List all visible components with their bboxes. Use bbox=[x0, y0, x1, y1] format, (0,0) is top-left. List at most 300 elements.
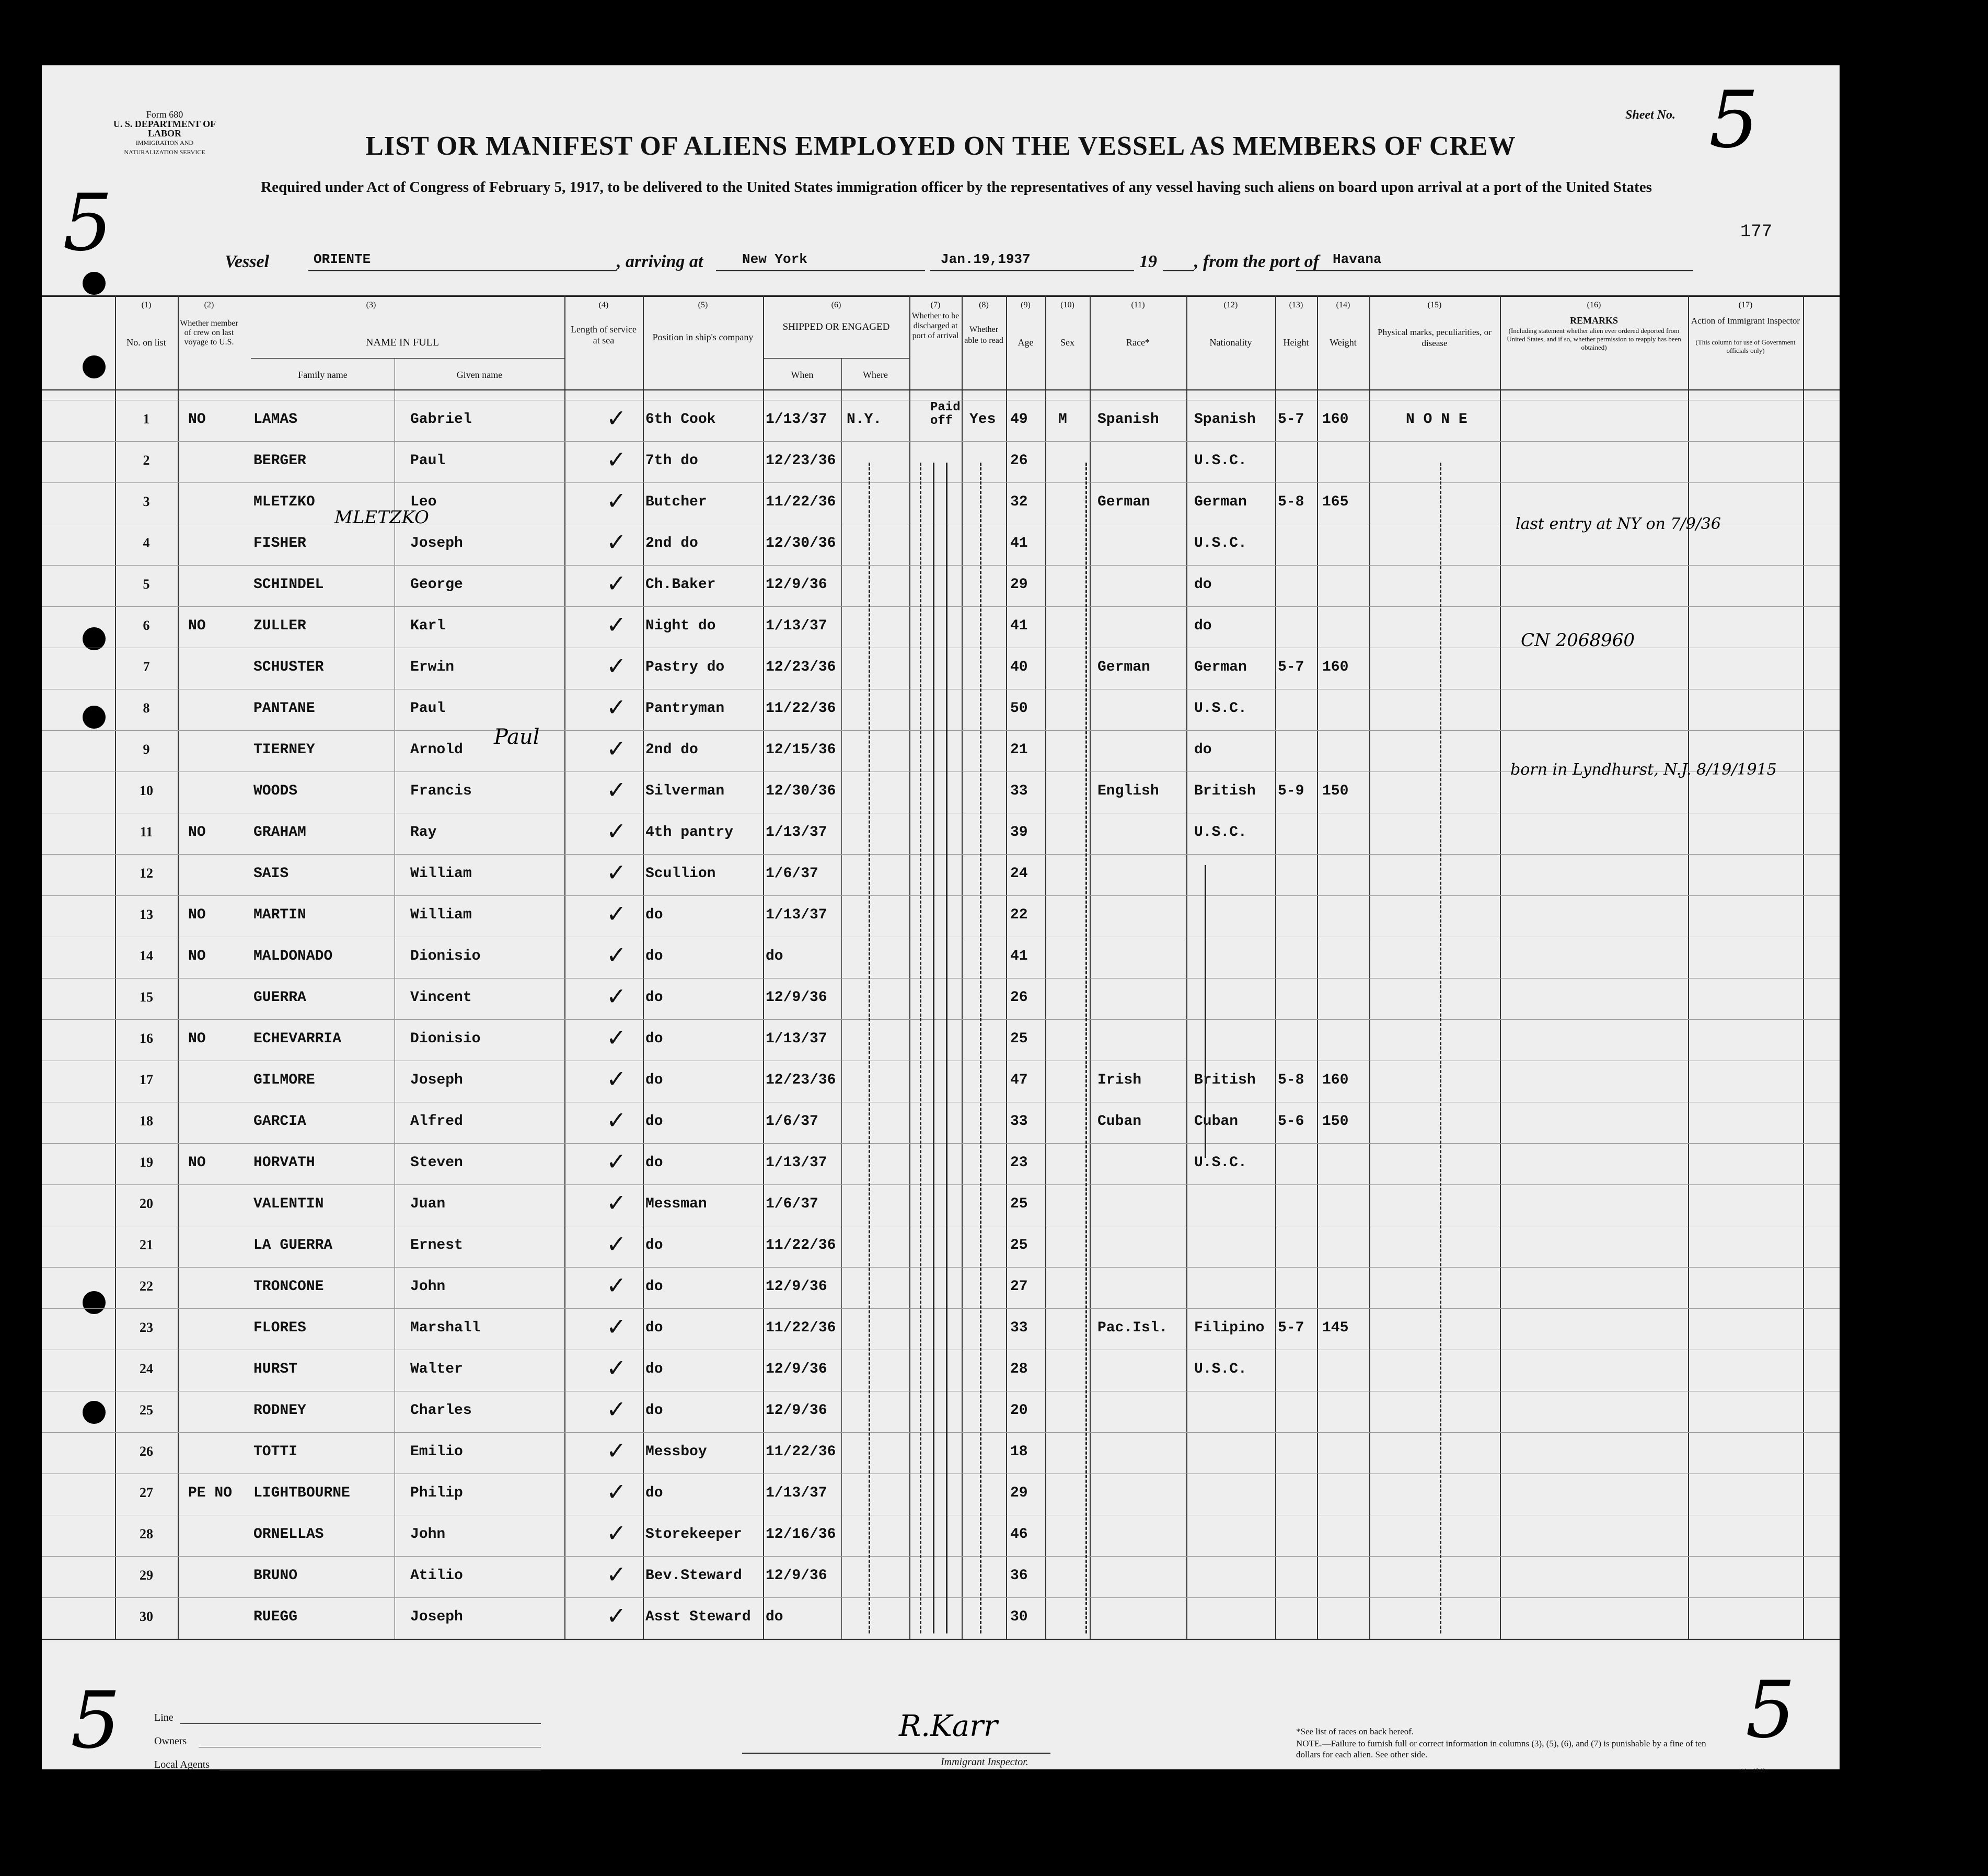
cell-age: 33 bbox=[1010, 1320, 1028, 1336]
cell-no: 15 bbox=[140, 989, 153, 1005]
cell-age: 21 bbox=[1010, 742, 1028, 758]
arriving-port: New York bbox=[742, 251, 807, 267]
cell-when: 11/22/36 bbox=[766, 1444, 836, 1460]
cell-nat: Filipino bbox=[1194, 1320, 1265, 1336]
table-row bbox=[42, 1515, 1840, 1556]
cell-age: 49 bbox=[1010, 411, 1028, 428]
check-mark-icon: ✓ bbox=[606, 1354, 627, 1382]
cell-no: 27 bbox=[140, 1485, 153, 1500]
cell-position: do bbox=[645, 1402, 663, 1419]
cell-age: 26 bbox=[1010, 989, 1028, 1006]
cell-position: do bbox=[645, 989, 663, 1006]
cell-age: 18 bbox=[1010, 1444, 1028, 1460]
table-row bbox=[42, 1474, 1840, 1515]
table-row bbox=[42, 648, 1840, 689]
cell-position: do bbox=[645, 1361, 663, 1377]
col-header-read: Whether able to read bbox=[964, 325, 1003, 345]
cell-last: NO bbox=[188, 824, 206, 841]
col-header-age: Age bbox=[1018, 337, 1034, 348]
cell-race: German bbox=[1097, 494, 1150, 510]
cell-age: 36 bbox=[1010, 1568, 1028, 1584]
check-mark-icon: ✓ bbox=[606, 1189, 627, 1217]
cell-no: 3 bbox=[143, 494, 150, 509]
cell-nat: German bbox=[1194, 494, 1247, 510]
cell-when: 11/22/36 bbox=[766, 1320, 836, 1336]
cell-given: Arnold bbox=[410, 742, 463, 758]
table-row bbox=[42, 854, 1840, 895]
cell-last: NO bbox=[188, 618, 206, 634]
table-row bbox=[42, 689, 1840, 730]
cell-no: 25 bbox=[140, 1402, 153, 1418]
check-mark-icon: ✓ bbox=[606, 1065, 627, 1093]
cell-given: Francis bbox=[410, 783, 472, 799]
cell-no: 1 bbox=[143, 411, 150, 427]
arriving-label: , arriving at bbox=[617, 252, 703, 271]
table-row bbox=[42, 813, 1840, 854]
col-num: (10) bbox=[1060, 301, 1074, 309]
ditto-line bbox=[1205, 865, 1206, 1158]
cell-when: 12/9/36 bbox=[766, 577, 827, 593]
cell-when: 1/13/37 bbox=[766, 618, 827, 634]
cell-family: HORVATH bbox=[253, 1155, 315, 1171]
cell-when: 1/6/37 bbox=[766, 1196, 818, 1212]
cell-position: 7th do bbox=[645, 453, 698, 469]
cell-age: 41 bbox=[1010, 948, 1028, 964]
cell-nat: do bbox=[1194, 577, 1212, 593]
cell-when: do bbox=[766, 948, 783, 964]
cell-when: 1/6/37 bbox=[766, 866, 818, 882]
cell-when: 12/23/36 bbox=[766, 659, 836, 675]
cell-position: Asst Steward bbox=[645, 1609, 751, 1625]
cell-no: 4 bbox=[143, 535, 150, 550]
col-header-given: Given name bbox=[456, 370, 503, 380]
cell-family: MLETZKO bbox=[253, 494, 315, 510]
service: IMMIGRATION AND NATURALIZATION SERVICE bbox=[124, 139, 205, 156]
check-mark-icon: ✓ bbox=[606, 569, 627, 597]
cell-age: 22 bbox=[1010, 907, 1028, 923]
cell-position: Bev.Steward bbox=[645, 1568, 742, 1584]
races-note: *See list of races on back hereof. bbox=[1296, 1727, 1414, 1736]
col-num: (14) bbox=[1336, 301, 1350, 309]
cell-read: Yes bbox=[969, 411, 996, 428]
cell-no: 2 bbox=[143, 453, 150, 468]
cell-given: Steven bbox=[410, 1155, 463, 1171]
cell-position: do bbox=[645, 1279, 663, 1295]
cell-family: FLORES bbox=[253, 1320, 306, 1336]
table-row bbox=[42, 1597, 1840, 1639]
cell-height: 5-6 bbox=[1278, 1113, 1304, 1130]
cell-position: do bbox=[645, 1031, 663, 1047]
col-num: (11) bbox=[1131, 301, 1145, 309]
check-mark-icon: ✓ bbox=[606, 1147, 627, 1176]
col-num: (6) bbox=[831, 301, 841, 309]
cell-weight: 160 bbox=[1322, 1072, 1349, 1088]
cell-no: 19 bbox=[140, 1155, 153, 1170]
cell-when: 1/13/37 bbox=[766, 824, 827, 841]
ditto-dashes bbox=[1085, 463, 1087, 1633]
check-mark-icon: ✓ bbox=[606, 817, 627, 845]
cell-family: RODNEY bbox=[253, 1402, 306, 1419]
cell-given: Karl bbox=[410, 618, 446, 634]
cell-when: 12/9/36 bbox=[766, 1361, 827, 1377]
col-header-race: Race* bbox=[1126, 337, 1150, 348]
cell-no: 26 bbox=[140, 1444, 153, 1459]
cell-position: Butcher bbox=[645, 494, 707, 510]
cell-family: SCHUSTER bbox=[253, 659, 324, 675]
cell-height: 5-7 bbox=[1278, 1320, 1304, 1336]
col-header-sex: Sex bbox=[1060, 337, 1074, 348]
cell-race: German bbox=[1097, 659, 1150, 675]
margin-number: 5 bbox=[71, 1675, 121, 1766]
cell-last: NO bbox=[188, 1031, 206, 1047]
cell-no: 13 bbox=[140, 907, 153, 922]
owners-label: Owners bbox=[154, 1735, 187, 1747]
underline bbox=[930, 270, 1134, 271]
cell-no: 5 bbox=[143, 577, 150, 592]
check-mark-icon: ✓ bbox=[606, 528, 627, 556]
cell-age: 30 bbox=[1010, 1609, 1028, 1625]
inspector-label: Immigrant Inspector. bbox=[941, 1756, 1028, 1768]
year-label: 19 bbox=[1139, 252, 1157, 271]
table-row bbox=[42, 978, 1840, 1019]
cell-no: 6 bbox=[143, 618, 150, 633]
col-header-position: Position in ship's company bbox=[652, 332, 754, 342]
cell-given: Charles bbox=[410, 1402, 472, 1419]
cell-no: 10 bbox=[140, 783, 153, 798]
col-num: (4) bbox=[598, 301, 609, 309]
cell-given: Vincent bbox=[410, 989, 472, 1006]
cell-no: 20 bbox=[140, 1196, 153, 1211]
cell-when: 11/22/36 bbox=[766, 1237, 836, 1253]
cell-no: 29 bbox=[140, 1568, 153, 1583]
table-row bbox=[42, 1308, 1840, 1350]
col-num: (1) bbox=[141, 301, 152, 309]
cell-family: LIGHTBOURNE bbox=[253, 1485, 350, 1501]
cell-given: John bbox=[410, 1279, 446, 1295]
cell-when: 12/9/36 bbox=[766, 1568, 827, 1584]
cell-given: Philip bbox=[410, 1485, 463, 1501]
cell-when: 12/23/36 bbox=[766, 1072, 836, 1088]
cell-when: 12/15/36 bbox=[766, 742, 836, 758]
cell-age: 26 bbox=[1010, 453, 1028, 469]
col-num: (8) bbox=[979, 301, 989, 309]
check-mark-icon: ✓ bbox=[606, 941, 627, 969]
cell-disch: Paid off bbox=[930, 400, 961, 428]
cell-when: 1/13/37 bbox=[766, 411, 827, 428]
col-header-shipped: SHIPPED OR ENGAGED bbox=[782, 321, 890, 332]
cell-age: 25 bbox=[1010, 1196, 1028, 1212]
cell-height: 5-7 bbox=[1278, 411, 1304, 428]
cell-when: do bbox=[766, 1609, 783, 1625]
cell-age: 20 bbox=[1010, 1402, 1028, 1419]
from-port: Havana bbox=[1333, 251, 1382, 267]
cell-weight: 150 bbox=[1322, 783, 1349, 799]
cell-position: Pastry do bbox=[645, 659, 725, 675]
cell-height: 5-9 bbox=[1278, 783, 1304, 799]
cell-height: 5-8 bbox=[1278, 494, 1304, 510]
cell-given: Dionisio bbox=[410, 1031, 481, 1047]
cell-weight: 160 bbox=[1322, 411, 1349, 428]
cell-when: 1/6/37 bbox=[766, 1113, 818, 1130]
col-header-inspector: Action of Immigrant Inspector bbox=[1691, 316, 1800, 326]
cell-position: do bbox=[645, 1072, 663, 1088]
cell-no: 18 bbox=[140, 1113, 153, 1129]
cell-given: Erwin bbox=[410, 659, 455, 675]
col-header-marks: Physical marks, peculiarities, or disease bbox=[1378, 327, 1492, 348]
cell-family: WOODS bbox=[253, 783, 298, 799]
handwritten-correction: MLETZKO bbox=[334, 507, 429, 528]
print-code: 14—1340 bbox=[1740, 1767, 1765, 1774]
cell-race: English bbox=[1097, 783, 1159, 799]
shipped-subrule bbox=[763, 358, 909, 359]
table-row bbox=[42, 1102, 1840, 1143]
cell-position: 4th pantry bbox=[645, 824, 734, 841]
cell-given: Gabriel bbox=[410, 411, 472, 428]
col-num: (2) bbox=[204, 301, 214, 309]
cell-age: 29 bbox=[1010, 577, 1028, 593]
cell-position: do bbox=[645, 948, 663, 964]
cell-no: 24 bbox=[140, 1361, 153, 1376]
col-num: (12) bbox=[1223, 301, 1238, 309]
col-num: (15) bbox=[1427, 301, 1442, 309]
sheet-number: 5 bbox=[1709, 75, 1759, 166]
cell-position: Scullion bbox=[645, 866, 716, 882]
margin-number: 5 bbox=[1746, 1665, 1796, 1756]
cell-position: 6th Cook bbox=[645, 411, 716, 428]
table-row bbox=[42, 400, 1840, 441]
ditto-dashes bbox=[1440, 463, 1441, 1633]
cell-last: PE NO bbox=[188, 1485, 233, 1501]
cell-given: Atilio bbox=[410, 1568, 463, 1584]
col-num: (9) bbox=[1021, 301, 1031, 309]
cell-given: Joseph bbox=[410, 535, 463, 551]
cell-position: Ch.Baker bbox=[645, 577, 716, 593]
cell-given: Paul bbox=[410, 700, 446, 717]
cell-family: TOTTI bbox=[253, 1444, 298, 1460]
check-mark-icon: ✓ bbox=[606, 404, 627, 432]
cell-family: HURST bbox=[253, 1361, 298, 1377]
cell-no: 7 bbox=[143, 659, 150, 674]
cell-last: NO bbox=[188, 948, 206, 964]
cell-weight: 160 bbox=[1322, 659, 1349, 675]
col-header-discharged: Whether to be discharged at port of arrival bbox=[911, 312, 960, 340]
cell-last: NO bbox=[188, 1155, 206, 1171]
cell-when: 12/9/36 bbox=[766, 1402, 827, 1419]
cell-family: TRONCONE bbox=[253, 1279, 324, 1295]
cell-family: BERGER bbox=[253, 453, 306, 469]
cell-age: 28 bbox=[1010, 1361, 1028, 1377]
cell-family: BRUNO bbox=[253, 1568, 298, 1584]
from-label: , from the port of bbox=[1194, 252, 1319, 271]
cell-family: VALENTIN bbox=[253, 1196, 324, 1212]
col-header-service: Length of service at sea bbox=[571, 324, 637, 346]
cell-given: Joseph bbox=[410, 1609, 463, 1625]
cell-given: Walter bbox=[410, 1361, 463, 1377]
table-row bbox=[42, 1556, 1840, 1597]
cell-family: ECHEVARRIA bbox=[253, 1031, 342, 1047]
handwritten-correction: Paul bbox=[494, 725, 540, 749]
cell-last: NO bbox=[188, 411, 206, 428]
vessel-label: Vessel bbox=[225, 252, 269, 271]
cell-position: Silverman bbox=[645, 783, 725, 799]
cell-nat: Spanish bbox=[1194, 411, 1256, 428]
handwritten-remark: born in Lyndhurst, N.J. 8/19/1915 bbox=[1510, 761, 1777, 779]
cell-age: 33 bbox=[1010, 783, 1028, 799]
cell-position: do bbox=[645, 1485, 663, 1501]
check-mark-icon: ✓ bbox=[606, 858, 627, 887]
cell-position: 2nd do bbox=[645, 742, 698, 758]
cell-when: 12/23/36 bbox=[766, 453, 836, 469]
check-mark-icon: ✓ bbox=[606, 734, 627, 763]
manifest-sheet bbox=[42, 65, 1840, 1774]
ditto-dashes bbox=[920, 463, 921, 1633]
cell-no: 21 bbox=[140, 1237, 153, 1252]
underline bbox=[716, 270, 925, 271]
cell-family: SCHINDEL bbox=[253, 577, 324, 593]
cell-weight: 150 bbox=[1322, 1113, 1349, 1130]
check-mark-icon: ✓ bbox=[606, 693, 627, 721]
cell-given: Ernest bbox=[410, 1237, 463, 1253]
inspector-note: (This column for use of Government officials only) bbox=[1695, 338, 1796, 354]
col-num: (17) bbox=[1738, 301, 1753, 309]
cell-no: 17 bbox=[140, 1072, 153, 1087]
ditto-line bbox=[933, 463, 934, 1633]
underline bbox=[219, 1770, 541, 1771]
cell-position: do bbox=[645, 1155, 663, 1171]
handwritten-remark: CN 2068960 bbox=[1521, 630, 1635, 651]
cell-last: NO bbox=[188, 907, 206, 923]
binder-hole bbox=[83, 272, 106, 295]
cell-family: ZULLER bbox=[253, 618, 306, 634]
check-mark-icon: ✓ bbox=[606, 1519, 627, 1547]
check-mark-icon: ✓ bbox=[606, 1230, 627, 1258]
cell-given: John bbox=[410, 1526, 446, 1543]
cell-no: 11 bbox=[140, 824, 153, 839]
cell-age: 33 bbox=[1010, 1113, 1028, 1130]
cell-when: 1/13/37 bbox=[766, 1485, 827, 1501]
check-mark-icon: ✓ bbox=[606, 445, 627, 474]
cell-age: 40 bbox=[1010, 659, 1028, 675]
cell-family: GARCIA bbox=[253, 1113, 306, 1130]
cell-family: SAIS bbox=[253, 866, 289, 882]
col-header-last-voyage: Whether member of crew on last voyage to U.S. bbox=[180, 319, 238, 347]
cell-race: Pac.Isl. bbox=[1097, 1320, 1168, 1336]
table-row bbox=[42, 1391, 1840, 1432]
table-row bbox=[42, 1019, 1840, 1061]
check-mark-icon: ✓ bbox=[606, 1313, 627, 1341]
cell-nat: British bbox=[1194, 1072, 1256, 1088]
cell-when: 1/13/37 bbox=[766, 1155, 827, 1171]
form-number: Form 680 bbox=[146, 109, 183, 120]
cell-family: MALDONADO bbox=[253, 948, 333, 964]
underline bbox=[180, 1723, 541, 1724]
form-title: LIST OR MANIFEST OF ALIENS EMPLOYED ON THE VESSEL AS MEMBERS OF CREW bbox=[365, 131, 1516, 161]
underline bbox=[308, 270, 617, 271]
cell-position: Messboy bbox=[645, 1444, 707, 1460]
cell-given: William bbox=[410, 907, 472, 923]
underline bbox=[1163, 270, 1194, 271]
table-row bbox=[42, 1350, 1840, 1391]
cell-family: RUEGG bbox=[253, 1609, 298, 1625]
cell-given: Dionisio bbox=[410, 948, 481, 964]
col-num: (16) bbox=[1587, 301, 1601, 309]
cell-age: 32 bbox=[1010, 494, 1028, 510]
cell-sex: M bbox=[1058, 411, 1067, 428]
cell-weight: 145 bbox=[1322, 1320, 1349, 1336]
cell-nat: U.S.C. bbox=[1194, 700, 1247, 717]
table-row bbox=[42, 1061, 1840, 1102]
signature-line bbox=[742, 1753, 1050, 1754]
cell-given: George bbox=[410, 577, 463, 593]
table-header-rule bbox=[42, 389, 1840, 390]
cell-when: 12/9/36 bbox=[766, 989, 827, 1006]
cell-given: Emilio bbox=[410, 1444, 463, 1460]
cell-no: 23 bbox=[140, 1320, 153, 1335]
ditto-dashes bbox=[869, 463, 870, 1633]
cell-position: do bbox=[645, 1320, 663, 1336]
ditto-dashes bbox=[980, 463, 981, 1633]
check-mark-icon: ✓ bbox=[606, 1271, 627, 1299]
cell-nat: U.S.C. bbox=[1194, 824, 1247, 841]
cell-when: 1/13/37 bbox=[766, 1031, 827, 1047]
cell-position: do bbox=[645, 1237, 663, 1253]
cell-family: LA GUERRA bbox=[253, 1237, 333, 1253]
cell-given: William bbox=[410, 866, 472, 882]
col-header-height: Height bbox=[1283, 337, 1309, 348]
cell-nat: do bbox=[1194, 618, 1212, 634]
cell-age: 47 bbox=[1010, 1072, 1028, 1088]
cell-no: 30 bbox=[140, 1609, 153, 1624]
cell-family: TIERNEY bbox=[253, 742, 315, 758]
cell-family: MARTIN bbox=[253, 907, 306, 923]
cell-position: do bbox=[645, 1113, 663, 1130]
inspector-signature: R.Karr bbox=[899, 1709, 998, 1743]
cell-when: 11/22/36 bbox=[766, 700, 836, 717]
cell-given: Leo bbox=[410, 494, 437, 510]
table-top-rule bbox=[42, 295, 1840, 297]
handwritten-remark: last entry at NY on 7/9/36 bbox=[1516, 515, 1721, 533]
check-mark-icon: ✓ bbox=[606, 487, 627, 515]
table-row bbox=[42, 1267, 1840, 1308]
cell-nat: U.S.C. bbox=[1194, 1155, 1247, 1171]
cell-height: 5-7 bbox=[1278, 659, 1304, 675]
cell-family: GILMORE bbox=[253, 1072, 315, 1088]
cell-age: 25 bbox=[1010, 1237, 1028, 1253]
col-num: (7) bbox=[930, 301, 941, 309]
cell-family: GUERRA bbox=[253, 989, 306, 1006]
line-label: Line bbox=[154, 1712, 174, 1723]
penalty-note: NOTE.—Failure to furnish full or correct information in columns (3), (5), (6), and (7) is punishable by a fine of ten dollars for each alien. See other side. bbox=[1296, 1739, 1706, 1759]
check-mark-icon: ✓ bbox=[606, 1106, 627, 1134]
cell-given: Marshall bbox=[410, 1320, 481, 1336]
cell-nat: German bbox=[1194, 659, 1247, 675]
cell-height: 5-8 bbox=[1278, 1072, 1304, 1088]
check-mark-icon: ✓ bbox=[606, 652, 627, 680]
table-row bbox=[42, 441, 1840, 482]
cell-position: Night do bbox=[645, 618, 716, 634]
cell-given: Alfred bbox=[410, 1113, 463, 1130]
table-row bbox=[42, 1184, 1840, 1226]
cell-race: Cuban bbox=[1097, 1113, 1142, 1130]
col-num: (5) bbox=[698, 301, 708, 309]
cell-race: Irish bbox=[1097, 1072, 1142, 1088]
cell-position: do bbox=[645, 907, 663, 923]
cell-nat: British bbox=[1194, 783, 1256, 799]
cell-where: N.Y. bbox=[847, 411, 882, 428]
cell-age: 39 bbox=[1010, 824, 1028, 841]
check-mark-icon: ✓ bbox=[606, 1478, 627, 1506]
cell-when: 11/22/36 bbox=[766, 494, 836, 510]
